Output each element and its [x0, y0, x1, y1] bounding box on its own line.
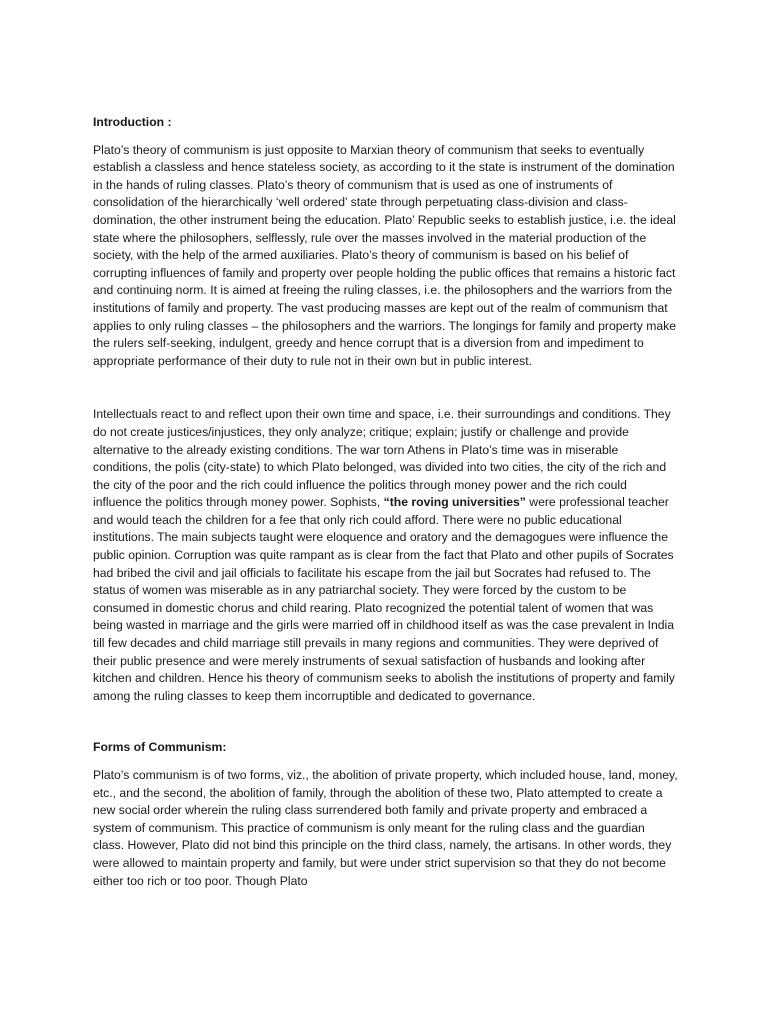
intro-paragraph: Plato’s theory of communism is just opposite to Marxian theory of communism that seeks to eventually establish a classless and hence stateless society, as according to it the state is instrument of the domination in the hands of ruling classes. Plato’s theory of communism that is used as one of instruments of consolidation of the hierarchically ‘well ordered’ state through perpetuating class-division and class-domination, the other instrument being the education. Plato’ Republic seeks to establish justice, i.e. the ideal state where the philosophers, selflessly, rule over the masses involved in the material production of the society, with the help of the armed auxiliaries. Plato’s theory of communism is based on his belief of corrupting influences of family and property over people holding the public offices that remains a historic fact and continuing norm. It is aimed at freeing the ruling classes, i.e. the philosophers and the warriors from the institutions of family and property. The vast producing masses are kept out of the realm of communism that applies to only ruling classes – the philosophers and the warriors. The longings for family and property make the rulers self-seeking, indulgent, greedy and hence corrupt that is a diversion from and impediment to appropriate performance of their duty to rule not in their own but in public interest.: [93, 142, 677, 368]
context-paragraph-text-1: Intellectuals react to and reflect upon their own time and space, i.e. their surroundings and conditions. They do not create justices/injustices, they only analyze; critique; explain; justify or challenge and provide alternative to the already existing conditions. The war torn Athens in Plato’s time was in miserable conditions, the polis (city-state) to which Plato belonged, was divided into two cities, the city of the rich and the city of the poor and the rich could influence the politics through money power and the rich could influence the politics through money power. Sophists,: [93, 407, 671, 510]
roving-universities-emphasis: “the roving universities”: [383, 495, 526, 510]
context-paragraph-text-2: were professional teacher and would teach the children for a fee that only rich could afford. There were no public educational institutions. The main subjects taught were eloquence and oratory and the demagogues were influence the public opinion. Corruption was quite rampant as is clear from the fact that Plato and other pupils of Socrates had bribed the civil and jail officials to facilitate his escape from the jail but Socrates had refused to. The status of women was miserable as in any patriarchal society. They were forced by the custom to be consumed in domestic chorus and child rearing. Plato recognized the potential talent of women that was being wasted in marriage and the girls were married off in childhood itself as was the case prevalent in India till few decades and child marriage still prevails in many regions and communities. They were deprived of their public presence and were merely instruments of sexual satisfaction of husbands and looking after kitchen and children. Hence his theory of communism seeks to abolish the institutions of property and family among the ruling classes to keep them incorruptible and dedicated to governance.: [93, 495, 675, 703]
intro-heading: Introduction :: [93, 115, 172, 129]
forms-paragraph: Plato’s communism is of two forms, viz., the abolition of private property, which included house, land, money, etc., and the second, the abolition of family, through the abolition of these two, Plato attempted to create a new social order wherein the ruling class surrendered both family and private property and embraced a system of communism. This practice of communism is only meant for the ruling class and the guardian class. However, Plato did not bind this principle on the third class, namely, the artisans. In other words, they were allowed to maintain property and family, but were under strict supervision so that they do not become either too rich or too poor. Though Plato: [93, 768, 678, 888]
context-paragraph: [93, 406, 679, 705]
forms-heading: Forms of Communism:: [93, 740, 227, 755]
document-page: [93, 114, 679, 890]
